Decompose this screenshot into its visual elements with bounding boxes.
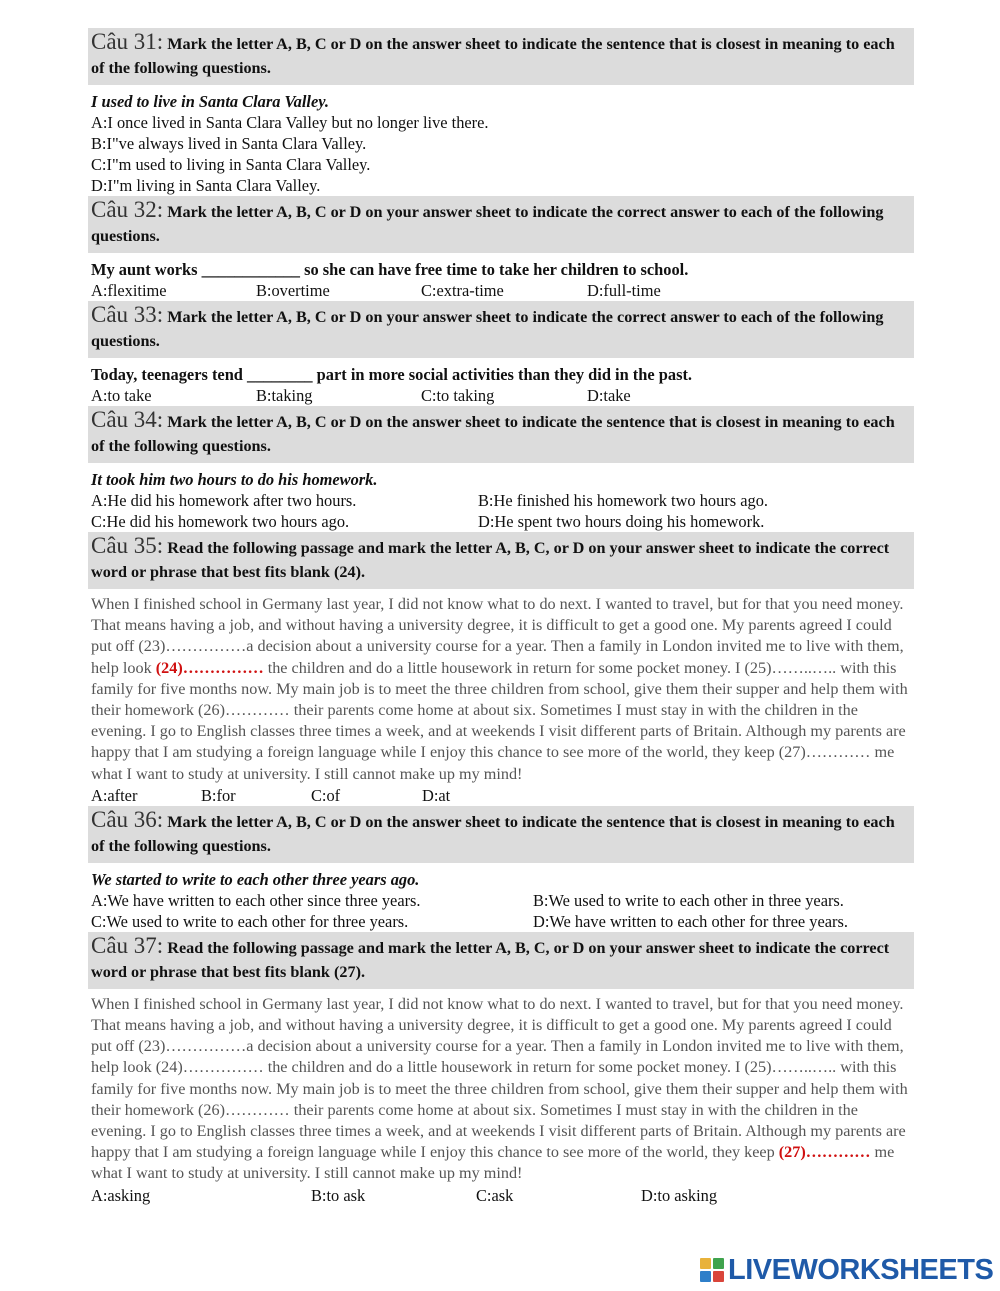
option-c[interactable]: C:of	[311, 785, 341, 805]
question-36	[88, 806, 914, 932]
question-instruction: Mark the letter A, B, C or D on the answer sheet to indicate the sentence that is closest in meaning to each of the following questions.	[91, 413, 895, 455]
option-b[interactable]: B:overtime	[256, 281, 330, 300]
option-c[interactable]: C:extra-time	[421, 281, 504, 300]
question-number: Câu 31:	[91, 29, 164, 54]
question-header	[88, 196, 914, 253]
question-33	[88, 301, 914, 406]
question-header	[88, 932, 914, 989]
option-b[interactable]: B:I"ve always lived in Santa Clara Valley.	[91, 134, 367, 153]
option-c[interactable]: C:I"m used to living in Santa Clara Valley.	[91, 155, 371, 174]
logo-square-icon	[713, 1271, 724, 1282]
question-number: Câu 35:	[91, 533, 164, 558]
option-d[interactable]: D:We have written to each other for three years.	[533, 911, 848, 931]
option-d[interactable]: D:He spent two hours doing his homework.	[478, 512, 765, 531]
question-stem: My aunt works ____________ so she can have free time to take her children to school.	[91, 260, 689, 279]
option-c[interactable]: C:to taking	[421, 386, 495, 405]
question-number: Câu 34:	[91, 407, 164, 432]
question-instruction: Mark the letter A, B, C or D on your answer sheet to indicate the correct answer to each of the following questions.	[91, 308, 884, 350]
option-d[interactable]: D:full-time	[587, 281, 661, 300]
passage-text: the children and do a little housework in return for some pocket money. I (25)……..….. with this family for five months now. My main job is to meet the three children from school, give them their supper and help them with their homework (26)………… their parents come home at about six. Sometimes I must stay in with the children in the evening. I go to English classes three times a week, and at weekends I visit different parts of Britain. Although my parents are happy that I am studying a foreign language while I enjoy this chance to see more of the world, they keep (27)………… me what I want to study at university. I still cannot make up my mind!	[91, 658, 908, 783]
option-b[interactable]: B:for	[201, 785, 236, 805]
option-d[interactable]: D:take	[587, 386, 631, 405]
question-instruction: Read the following passage and mark the letter A, B, C, or D on your answer sheet to indicate the correct word or phrase that best fits blank (27).	[91, 938, 890, 981]
option-a[interactable]: A:He did his homework after two hours.	[91, 491, 357, 510]
option-d[interactable]: D:I"m living in Santa Clara Valley.	[91, 176, 321, 195]
logo-mark-icon	[700, 1258, 724, 1282]
question-32	[88, 196, 914, 301]
question-stem: It took him two hours to do his homework.	[91, 470, 378, 489]
option-a[interactable]: A:We have written to each other since three years.	[91, 890, 421, 910]
logo-square-icon	[700, 1271, 711, 1282]
option-b[interactable]: B:to ask	[311, 1185, 366, 1205]
logo-text: LIVEWORKSHEETS	[728, 1253, 994, 1286]
question-number: Câu 37:	[91, 932, 164, 958]
question-number: Câu 33:	[91, 302, 164, 327]
question-header	[88, 806, 914, 863]
question-37	[88, 932, 914, 1206]
question-number: Câu 32:	[91, 197, 164, 222]
option-b[interactable]: B:We used to write to each other in three years.	[533, 890, 844, 910]
question-instruction: Mark the letter A, B, C or D on the answer sheet to indicate the sentence that is closest in meaning to each of the following questions.	[91, 35, 895, 77]
blank-highlight: (27)…………	[778, 1143, 871, 1162]
option-b[interactable]: B:taking	[256, 386, 313, 405]
question-instruction: Mark the letter A, B, C or D on your answer sheet to indicate the correct answer to each of the following questions.	[91, 203, 884, 245]
option-a[interactable]: A:after	[91, 785, 138, 805]
question-instruction: Read the following passage and mark the letter A, B, C, or D on your answer sheet to indicate the correct word or phrase that best fits blank (24).	[91, 539, 890, 581]
reading-passage	[88, 994, 914, 1185]
question-31	[88, 28, 914, 196]
option-d[interactable]: D:to asking	[641, 1185, 718, 1205]
question-35	[88, 532, 914, 806]
passage-text: me what I want to study at university. I still cannot make up my mind!	[91, 1143, 895, 1183]
question-34	[88, 406, 914, 532]
question-header	[88, 301, 914, 358]
option-c[interactable]: C:We used to write to each other for three years.	[91, 911, 409, 931]
blank-highlight: (24)……………	[155, 658, 264, 677]
liveworksheets-logo	[700, 1253, 993, 1287]
question-header	[88, 28, 914, 85]
question-header	[88, 406, 914, 463]
passage-text: When I finished school in Germany last year, I did not know what to do next. I wanted to travel, but for that you need money. That means having a job, and without having a university degree, it is difficult to get a good one. My parents agreed I could put off (23)……………a decision about a university course for a year. Then a family in London invited me to live with them, help look (24)…………… the children and do a little housework in return for some pocket money. I (25)……..….. with this family for five months now. My main job is to meet the three children from school, give them their supper and help them with their homework (26)………… their parents come home at about six. Sometimes I must stay in with the children in the evening. I go to English classes three times a week, and at weekends I visit different parts of Britain. Although my parents are happy that I am studying a foreign language while I enjoy this chance to see more of the world, they keep	[91, 994, 908, 1162]
question-instruction: Mark the letter A, B, C or D on the answer sheet to indicate the sentence that is closest in meaning to each of the following questions.	[91, 812, 895, 855]
worksheet	[88, 28, 914, 1206]
option-a[interactable]: A:to take	[91, 386, 152, 405]
option-a[interactable]: A:flexitime	[91, 281, 167, 300]
option-d[interactable]: D:at	[422, 785, 451, 805]
question-number: Câu 36:	[91, 806, 164, 832]
logo-square-icon	[700, 1258, 711, 1269]
logo-square-icon	[713, 1258, 724, 1269]
reading-passage	[88, 594, 914, 785]
question-stem: I used to live in Santa Clara Valley.	[91, 92, 329, 111]
option-c[interactable]: C:ask	[476, 1185, 514, 1205]
question-stem: We started to write to each other three years ago.	[91, 869, 420, 889]
passage-text: When I finished school in Germany last year, I did not know what to do next. I wanted to travel, but for that you need money. That means having a job, and without having a university degree, it is difficult to get a good one. My parents agreed I could put off (23)……………a decision about a university course for a year. Then a family in London invited me to live with them, help look	[91, 595, 904, 677]
question-header	[88, 532, 914, 589]
option-a[interactable]: A:I once lived in Santa Clara Valley but no longer live there.	[91, 113, 489, 132]
question-stem: Today, teenagers tend ________ part in more social activities than they did in the past.	[91, 365, 693, 384]
option-b[interactable]: B:He finished his homework two hours ago.	[478, 491, 768, 510]
option-c[interactable]: C:He did his homework two hours ago.	[91, 512, 350, 531]
option-a[interactable]: A:asking	[91, 1185, 151, 1205]
